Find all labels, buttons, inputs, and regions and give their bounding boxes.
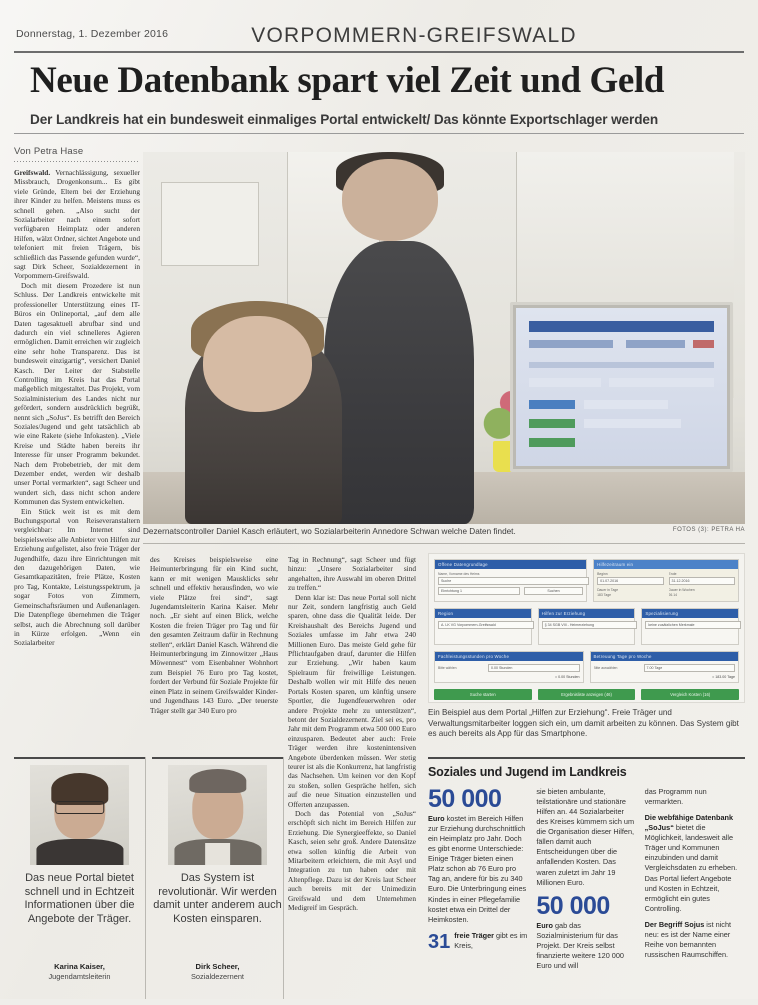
panel-label: Name, Vorname des Heims (438, 572, 480, 576)
caption-rule (143, 543, 745, 544)
quote-box-kaiser (14, 757, 145, 999)
panel-title: Hilfezeitraum ein (594, 560, 738, 569)
paragraph-text: ist nicht neu: es ist der Name einer Reihe von bemannten russischen Raumschiffen. (644, 919, 732, 959)
caption-text: Dezernatscontroller Daniel Kasch erläutert, wo Sozialarbeiterin Annedore Schwan welche Daten findet. (143, 527, 516, 536)
photo-credit: FOTOS (3): PETRA HA (672, 527, 745, 533)
paragraph (288, 809, 416, 912)
subheadline-rule (14, 133, 744, 134)
main-photo-caption (143, 527, 745, 536)
body-column-1 (14, 168, 140, 648)
screenshot-panel-search (434, 559, 587, 602)
masthead-date: Donnerstag, 1. Dezember 2016 (16, 28, 169, 40)
panel-total: = 183.00 Tage (712, 675, 735, 679)
compare-costs-button[interactable]: Vergleich Kosten (16) (641, 689, 739, 700)
infobox-number: 31 (428, 930, 451, 953)
paragraph (14, 168, 140, 281)
paragraph-text: kostet im Bereich Hilfen zur Erziehung durchschnittlich ein Heimplatz pro Jahr. Doch es gibt enorme Unterschiede: Einige Träger bieten einen Platz schon ab 76 Euro pro Tag an, andere für bis zu 340 Euro. Die Unterbringung eines Kindes in einer Pflegefamilie kostet etwa ein Drittel der Heimkosten. (428, 814, 527, 924)
paragraph (536, 921, 636, 971)
portrait-scheer (168, 765, 267, 865)
panel-title: Offene Datengrundlage (435, 560, 586, 569)
panel-title: Betreuung Tage pro Woche (591, 652, 739, 661)
panel-search-button[interactable]: Suchen (524, 587, 583, 595)
panel-label: Bitte wählen (438, 665, 457, 670)
panel-label: Ende (668, 572, 677, 576)
infobox-bold-lead: Die webfähige Datenbank „SoJus“ (644, 813, 734, 833)
paragraph-text: Vernachlässigung, sexueller Missbrauch, Drogenkonsum... Es gibt viele Gründe, Eltern bei der Erziehung ihrer Kinder zu helfen. Meistens muss es schnell gehen. „Also sucht der Sozialarbeiter nach einem sofort verfügbaren Heimplatz oder anderen Hilfen, wälzt Ordner, sichtet Angebote und telefoniert mit freien Trägern, bis schließlich das Passende gefunden wurde“, sagt Dirk Scheer, Sozialdezernent in Vorpommern-Greifswald. (14, 168, 140, 281)
panel-select[interactable]: § 34 SGB VIII - Heimerziehung (542, 621, 638, 629)
masthead (14, 24, 744, 58)
infobox-bold-lead: Der Begriff Sojus (644, 919, 705, 929)
panel-field[interactable]: Suche (438, 577, 589, 585)
panel-field[interactable]: Einrichtung 1 (438, 587, 520, 595)
paragraph-text: bietet die Möglichkeit, landesweit alle Träger und Kommunen einzubinden und damit Vergleichsdaten zu erheben. Das Portal liefert Angebote und Kosten in Echtzeit, ermöglicht ein gutes Controlling. (644, 823, 738, 913)
show-results-button[interactable]: Ergebnisliste anzeigen (46) (538, 689, 636, 700)
infobox-big-number: 50 000 (428, 785, 502, 813)
paragraph (645, 813, 745, 914)
paragraph (14, 281, 140, 507)
infobox-column-3 (645, 787, 745, 999)
paragraph (536, 787, 636, 888)
paragraph (150, 555, 278, 715)
paragraph-text: Ein Stück weit ist es mit dem Buchungsportal von Reiseveranstaltern vergleichbar: Im Internet sind beispielsweise alle Anbieter von Hilfen zur Erziehung aufgelistet, also freie Träger der Jugendhilfe, dazu ihre Einrichtungen mit den dazugehörigen Daten, wie Gesamtkapazitäten, freie Plätze, Kosten pro Tag, Kontakte, Leistungsspektrum, ja sogar Fotos von Zimmern, Gemeinschaftsräumen und Außenanlagen. Die Datenpflege übernehmen die Träger selbst, auch die Abrechnung soll darüber in Kürze erfolgen. „Wenn ein Sozialarbeiter (14, 506, 140, 648)
panel-subvalue: 183 Tage (597, 593, 611, 597)
panel-subvalue: 26.14 (668, 593, 678, 597)
quote-author-role: Jugendamtsleiterin (48, 972, 111, 981)
panel-title: Spezialisierung (642, 609, 738, 618)
main-photo (143, 152, 745, 524)
infobox (428, 757, 745, 999)
start-search-button[interactable]: Suche starten (434, 689, 532, 700)
paragraph (288, 555, 416, 593)
panel-label: Beginn (597, 572, 608, 576)
paragraph (428, 814, 528, 925)
panel-title: Hilfen zur Erziehung (539, 609, 635, 618)
paragraph-text: sie bieten ambulante, teilstationäre und stationäre Hilfen an. 44 Sozialarbeiter des Kreises kümmern sich um die Organisation dieser Hilfen, fällen damit auch Entscheidungen über die anfallenden Kosten. Das waren zuletzt im Jahr 19 Millionen Euro. (536, 787, 635, 887)
quote-author-name: Karina Kaiser, (54, 962, 105, 971)
panel-field[interactable]: 31.12.2016 (669, 577, 735, 585)
masthead-region-title: VORPOMMERN-GREIFSWALD (251, 24, 577, 47)
screenshot-panel-hilfen (538, 608, 636, 645)
paragraph-text: Doch das Potential von „SoJus“ erschöpft sich nicht im Bereich Hilfen zur Erziehung. Die Synergieeffekte, so Daniel Kasch, seien sehr groß. Andere Datensätze etwa sollen künftig die Arbeit von Mitarbeitern erleichtern, die mit Asyl und Integration zu tun haben oder mit Altenpflege. Dazu ist der Kreis laut Scheer auch bereits mit der Unimedizin Greifswald und dem Unternehmen Medigreif im Gespräch. (288, 808, 416, 913)
panel-title: Region (435, 609, 531, 618)
quote-author-name: Dirk Scheer, (195, 962, 240, 971)
paragraph-text: Denn klar ist: Das neue Portal soll nicht nur Zeit, sondern langfristig auch Geld sparen, ohne dass die Qualität leide. Der Kreishaushalt des Bereichs Jugend und Soziales umfasse im Jahr etwa 240 Millionen Euro. Das meiste Geld gehe für Pflichtaufgaben drauf, darunter die Hilfen zur Erziehung. „Wir haben kaum Spielraum für freiwillige Leistungen. Deshalb wollen wir mit Hilfe des neuen Portals Kosten sparen, um künftig unsere Sportler, die Jugendfeuerwehren oder andere Projekte mehr zu unterstützen“, betont der Sozialdezernent. Ziel sei es, pro Jahr mit dem Programm etwa 500 000 Euro einzusparen. Bedeutet aber auch: Freie Träger werden ihre kostenintensiven Angebote überdenken müssen. Wer stetig teurer ist als die Konkurrenz, hat langfristig das Nachsehen. Um keinen vor den Kopf zu stoßen, sollen Gespräche helfen, sich auf die neue Situation einzustellen und Offerten anzupassen. (288, 592, 416, 809)
photo-person-standing (324, 241, 475, 524)
photo-monitor (510, 302, 733, 472)
screenshot-panel-region (434, 608, 532, 645)
quote-text: Das neue Portal bietet schnell und in Echtzeit Informationen über die Angebote der Träger. (24, 872, 135, 925)
panel-title: Fachleistungsstunden pro Woche (435, 652, 583, 661)
dateline: Greifswald. (14, 168, 51, 177)
screenshot-panel-spezialisierung (641, 608, 739, 645)
infobox-column-1 (428, 787, 528, 999)
infobox-big-number: 50 000 (536, 891, 610, 920)
photo-wall-poster (161, 182, 259, 266)
paragraph-text: des Kreises beispielsweise eine Heimunterbringung für ein Kind sucht, kann er mit wenigen Mausklicks sehr schnell und effektiv herausfinden, wo wie viele Plätze frei sind“, sagt Jugendamtsleiterin Karina Kaiser. Mehr noch. „Er sieht auf einen Blick, welche Kosten die freien Träger pro Tag und für den gesamten Zeitraum dafür in Rechnung stellen“, erklärt Daniel Kasch. Während die Heimunterbringung im Zinnowitzer „Haus Möwennest“ vom Eisenbahner Wohnhort zum Beispiel 76 Euro pro Tag kostet, fordert der Verbund für Soziale Projekte für einen Platz in seinem Greifswalder Kinder- und Jugendhaus 143 Euro. „Der teuerste Träger stellt gar 340 Euro pro (150, 555, 278, 715)
panel-label: Bitte auswählen (593, 665, 618, 670)
quote-author-role: Sozialdezernent (190, 972, 244, 981)
paragraph (645, 787, 745, 807)
screenshot-panel-period (593, 559, 739, 602)
infobox-column-2 (536, 787, 636, 999)
panel-field[interactable]: 01.07.2016 (597, 577, 663, 585)
quote-rule (152, 757, 283, 759)
paragraph-text: gibt es im Kreis, (454, 930, 528, 950)
column-divider (145, 757, 146, 999)
quote-rule (14, 757, 145, 759)
byline-rule (14, 161, 140, 162)
screenshot-panel-betreuungstage (590, 651, 740, 683)
paragraph-text: das Programm nun vermarkten. (644, 787, 707, 807)
article-subheadline: Der Landkreis hat ein bundesweit einmaliges Portal entwickelt/ Das könnte Exportschlager werden (30, 112, 659, 127)
quote-text: Das System ist revolutionär. Wir werden damit unter anderem auch Kosten einsparen. (153, 872, 282, 925)
infobox-bold-lead: freie Träger (454, 930, 494, 940)
column-divider (283, 757, 284, 999)
panel-total: = 0.00 Stunden (555, 675, 580, 679)
masthead-rule (14, 51, 744, 53)
paragraph-text: Tag in Rechnung“, sagt Scheer und fügt hinzu: „Unsere Sozialarbeiter sind angehalten, ihre Auswahl im oberen Drittel zu treffen.“ (288, 555, 416, 593)
quote-box-scheer (152, 757, 283, 999)
body-column-3 (288, 555, 416, 1005)
screenshot-caption: Ein Beispiel aus dem Portal „Hilfen zur Erziehung“. Freie Träger und Verwaltungsmitarbeiter loggen sich ein, um damit arbeiten zu können. Das System gibt es auch bereits als App für das Smartphone. (428, 708, 739, 739)
article-byline: Von Petra Hase (14, 146, 84, 157)
paragraph-text: Doch mit diesem Prozedere ist nun Schluss. Der Landkreis entwickelte mit professioneller Unterstützung eines IT-Büros ein Onlineportal, „auf dem alle Daten tagesaktuell abrufbar sind und dadurch ein viel schnelleres Agieren ermöglichen. Damit erreichen wir zugleich eine sehr hohe Transparenz. Das ist bundesweit einzigartig“, versichert Daniel Kasch. Der Leiter der Stabstelle Controlling im Kreis hat das Portal maßgeblich mitgestaltet. Das Projekt, vom Sozialministerium des Landes nicht nur gefördert, sondern ausdrücklich begrüßt, nennt sich „SoJus“. Es betrifft den Bereich Soziales/Jugend und geht tatsächlich ab wie eine Rakete (siehe Infokasten). „Viele Kreise und Städte haben bereits ihr Interesse für unser Programm bekundet. Nach dem Probebetrieb, der mit dem Dezember endet, werden wir deshalb unser Portal vermarkten“, sagt Scheer und wundert sich, dass nicht schon andere Kommunen das System entwickelten. (14, 280, 140, 507)
screenshot-button-row (434, 689, 739, 700)
panel-sublabel: Dauer in Wochen (668, 588, 695, 592)
panel-field[interactable]: A. LK VG Vorpommern-Greifswald (438, 621, 534, 629)
infobox-rule (428, 757, 745, 759)
portal-screenshot (428, 553, 745, 703)
paragraph-text: gab das Sozialministerium für das Projekt. Der Kreis selbst finanzierte weitere 120 000 Euro und will (536, 920, 624, 970)
paragraph (288, 593, 416, 809)
infobox-bold-lead: Euro (428, 814, 445, 823)
paragraph (645, 920, 745, 960)
paragraph (428, 931, 528, 951)
screenshot-panel-fachleistungsstunden (434, 651, 584, 683)
article-headline: Neue Datenbank spart viel Zeit und Geld (30, 60, 665, 101)
portrait-kaiser (30, 765, 129, 865)
panel-select[interactable]: 7.00 Tage (644, 664, 735, 672)
panel-sublabel: Dauer in Tage (597, 588, 619, 592)
paragraph (14, 507, 140, 648)
infobox-bold-lead: Euro (536, 920, 553, 930)
panel-select[interactable]: 0.00 Stunden (488, 664, 579, 672)
infobox-title: Soziales und Jugend im Landkreis (428, 765, 627, 779)
panel-field[interactable]: keine zusätzlichen Merkmale (645, 621, 741, 629)
